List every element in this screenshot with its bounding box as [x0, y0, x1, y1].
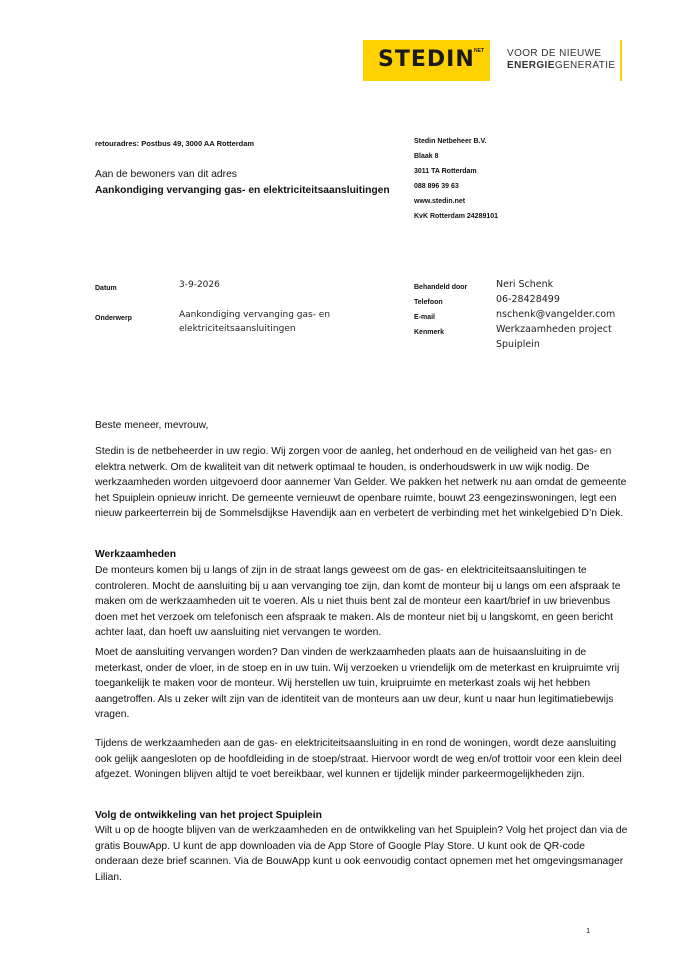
stedin-logo [363, 40, 490, 81]
telefoon-value: 06-28428499 [496, 294, 560, 305]
logo-superscript: NET [474, 48, 484, 54]
behandeld-value: Neri Schenk [496, 279, 554, 290]
onderwerp-value [179, 308, 330, 336]
telefoon-label: Telefoon [414, 299, 443, 306]
onderwerp-line2: elektriciteitsaansluitingen [179, 324, 296, 334]
paragraph-bouwapp: Wilt u op de hoogte blijven van de werkzaamheden en de ontwikkeling van het Spuiplein? Volg het project dan via de gratis BouwApp. U kunt de app downloaden via de App Store of Google Play Store. U kunt ook de QR-code onderaan deze brief scannen. Via de BouwApp kunt u ook eenvoudig contact opnemen met het omgevingsmanager Lilian. [95, 825, 628, 883]
recipient-line2: Aankondiging vervanging gas- en elektriciteitsaansluitingen [95, 185, 390, 196]
page-number: 1 [586, 926, 591, 935]
brand-divider [620, 40, 622, 81]
sender-kvk: KvK Rotterdam 24289101 [414, 213, 499, 220]
logo-wordmark: STEDIN [378, 47, 475, 72]
email-value[interactable]: nschenk@vangelder.com [496, 309, 616, 320]
heading-werkzaamheden: Werkzaamheden [95, 549, 177, 560]
paragraph-intro: Stedin is de netbeheerder in uw regio. Wij zorgen voor de aanleg, het onderhoud en de veiligheid van het gas- en elektra netwerk. Om de kwaliteit van dit netwerk optimaal te houden, is onderhoudswerk in uw wijk nodig. De werkzaamheden worden uitgevoerd door aannemer Van Gelder. We pakken het netwerk nu aan omdat de gemeente het Spuiplein opnieuw inricht. De gemeente vernieuwt de openbare ruimte, bouwt 23 eengezinswoningen, legt een nieuw parkeerterrein bij de Sommelsdijkse Havendijk aan en verbetert de verbinding met het winkelgebied D’n Diek. [95, 446, 627, 519]
sender-city: 3011 TA Rotterdam [414, 168, 477, 175]
tagline-line2-bold: ENERGIE [507, 60, 555, 71]
recipient-line1: Aan de bewoners van dit adres [95, 169, 237, 180]
onderwerp-line1: Aankondiging vervanging gas- en [179, 310, 331, 320]
logo-tagline [507, 48, 615, 72]
sender-address [414, 134, 498, 224]
datum-label: Datum [95, 285, 117, 292]
onderwerp-label: Onderwerp [95, 315, 132, 322]
sender-website: www.stedin.net [414, 198, 466, 205]
tagline-line1: VOOR DE NIEUWE [507, 48, 602, 59]
tagline-line2 [507, 60, 615, 72]
sender-phone: 088 896 39 63 [414, 183, 459, 190]
kenmerk-value [496, 322, 612, 352]
heading-volg-project: Volg de ontwikkeling van het project Spuiplein [95, 810, 322, 821]
tagline-line2-rest: GENERATIE [554, 60, 616, 71]
paragraph-tijdens: Tijdens de werkzaamheden aan de gas- en elektriciteitsaansluiting in en rond de woningen, wordt deze aansluiting ook gelijk aangesloten op de hoofdleiding in de stoep/straat. Hiervoor wordt de weg en/of trottoir voor een klein deel afgezet. Woningen blijven altijd te voet bereikbaar, wel kunnen er tijdelijk minder parkeermogelijkheden zijn. [95, 738, 622, 780]
kenmerk-line1: Werkzaamheden project [496, 324, 612, 335]
paragraph-werkzaamheden: De monteurs komen bij u langs of zijn in de straat langs geweest om de gas- en elektriciteitsaansluitingen te controleren. Mocht de aansluiting bij u aan vervanging toe zijn, dan komt de monteur bij u langs om een afspraak te maken om de werkzaamheden uit te voeren. Als u niet thuis bent zal de monteur een kaart/brief in uw brievenbus doen met het verzoek om telefonisch een afspraak te maken. Als de monteur niet bij u langskomt, en geen bericht achter laat, dan hoeft uw aansluiting niet vervangen te worden. [95, 565, 621, 638]
datum-value: 3-9-2026 [179, 280, 220, 290]
kenmerk-line2: Spuiplein [496, 339, 540, 350]
sender-company: Stedin Netbeheer B.V. [414, 138, 487, 145]
kenmerk-label: Kenmerk [414, 329, 444, 336]
salutation: Beste meneer, mevrouw, [95, 420, 209, 431]
email-label: E-mail [414, 314, 436, 321]
sender-street: Blaak 8 [414, 153, 439, 160]
paragraph-vervangen: Moet de aansluiting vervangen worden? Dan vinden de werkzaamheden plaats aan de huisaansluiting in de meterkast, onder de vloer, in de stoep en in uw tuin. Wij verzoeken u vriendelijk om de meterkast en kruipruimte vrij toegankelijk te maken voor de monteur. Wij herstellen uw tuin, kruipruimte en meterkast zoals wij het hebben aangetroffen. Als u zeker wilt zijn van de identiteit van de monteurs aan uw deur, kunt u naar hun legitimatiebewijs vragen. [95, 647, 620, 720]
return-address: retouradres: Postbus 49, 3000 AA Rotterdam [95, 139, 255, 148]
behandeld-label: Behandeld door [414, 284, 468, 291]
